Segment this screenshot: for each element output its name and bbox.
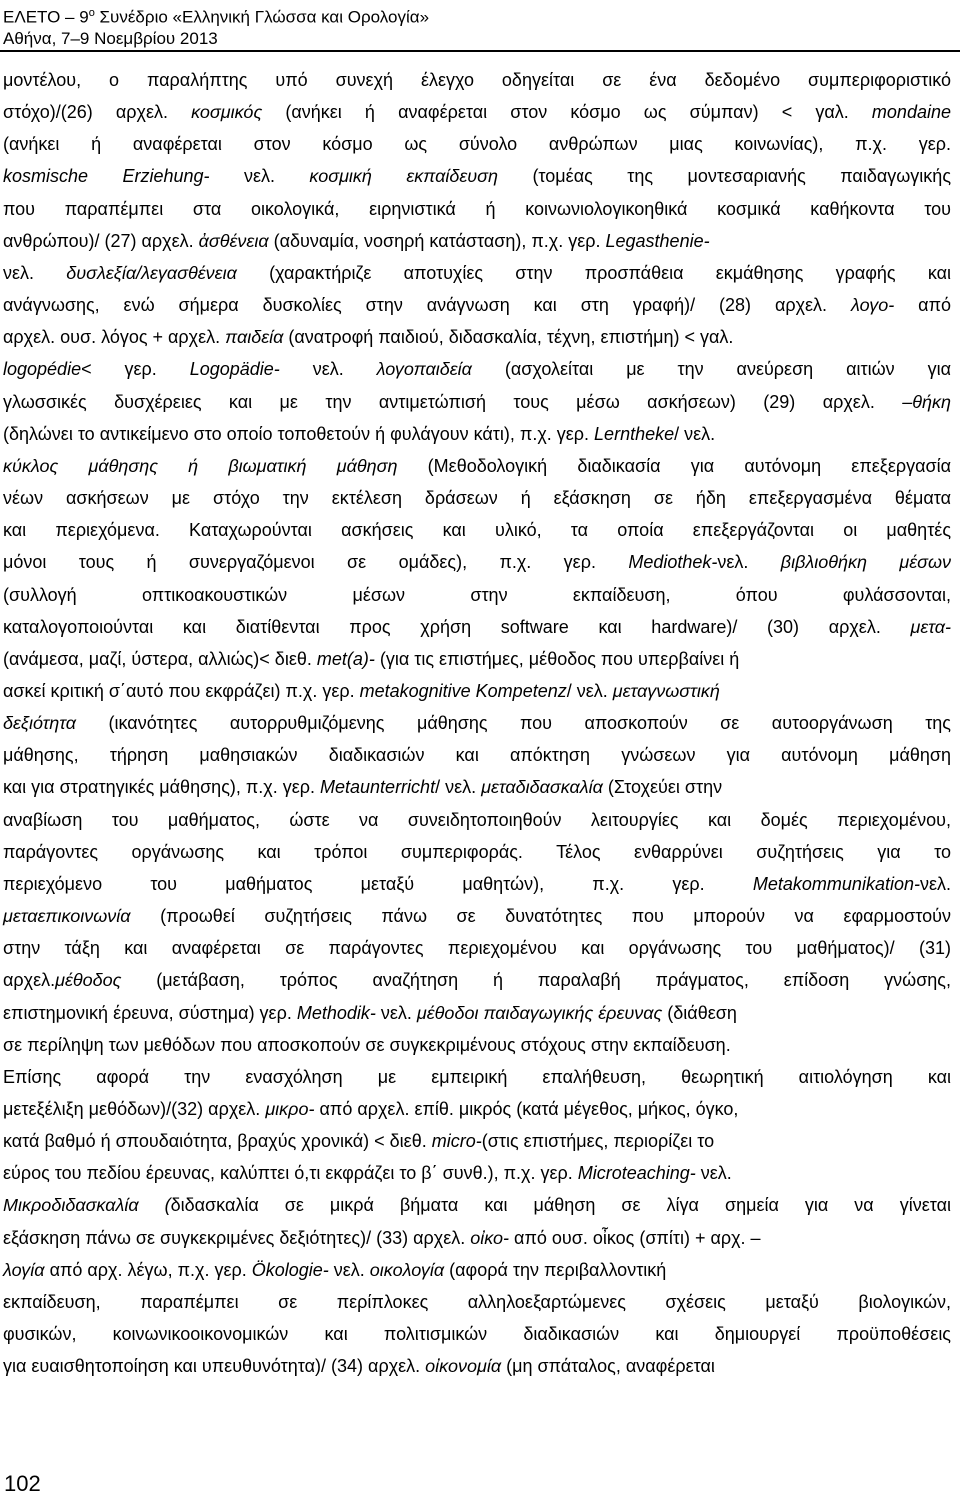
italic-term: metakognitive Kompetenz bbox=[359, 680, 567, 701]
text-segment: νελ. bbox=[209, 166, 310, 187]
text-line bbox=[3, 514, 951, 546]
text-segment: νελ. bbox=[375, 1002, 417, 1023]
text-segment: νέων ασκήσεων με στόχο την εκτέλεση δράσεων ή εξάσκηση σε ήδη επεξεργασμένα θέματα bbox=[3, 488, 951, 509]
italic-term: Metaunterricht bbox=[320, 777, 436, 798]
italic-term: Microteaching- bbox=[577, 1163, 696, 1184]
header-rule bbox=[0, 50, 960, 52]
italic-term: Lerntheke bbox=[594, 423, 675, 444]
text-segment: Επίσης αφορά την ενασχόληση με εμπειρική επαλήθευση, θεωρητική αιτιολόγηση και bbox=[3, 1066, 951, 1087]
text-segment: < γερ. bbox=[81, 359, 190, 380]
italic-term: mondaine bbox=[871, 102, 951, 123]
text-segment: και για στρατηγικές μάθησης), π.χ. γερ. bbox=[3, 777, 321, 798]
text-segment: εκπαίδευση, παραπέμπει σε περίπλοκες αλληλοεξαρτώμενες σχέσεις μεταξύ βιολογικών, bbox=[3, 1291, 951, 1312]
text-segment: αναβίωση του μαθήματος, ώστε να συνειδητοποιηθούν λειτουργίες και δομές περιεχομένου, bbox=[3, 809, 951, 830]
text-line bbox=[3, 643, 951, 675]
italic-term: μεταεπικοινωνία bbox=[3, 906, 131, 927]
italic-term: λογία bbox=[3, 1259, 45, 1280]
text-segment: μετεξέλιξη μεθόδων)/(32) αρχελ. bbox=[3, 1099, 266, 1119]
text-line bbox=[3, 1061, 951, 1093]
text-segment: αρχελ. bbox=[3, 970, 56, 991]
italic-term: δεξιότητα bbox=[3, 713, 77, 734]
text-segment: παράγοντες οργάνωσης και τρόποι συμπεριφοράς. Τέλος ενθαρρύνει συζητήσεις για το bbox=[3, 841, 951, 862]
italic-term: μικρο- bbox=[265, 1099, 315, 1119]
text-line bbox=[3, 804, 951, 836]
text-segment: / νελ. bbox=[566, 680, 613, 701]
text-line bbox=[3, 900, 951, 932]
text-segment: (στις επιστήμες, περιορίζει το bbox=[481, 1131, 715, 1152]
text-segment: (Μεθοδολογική διαδικασία για αυτόνομη επεξεργασία bbox=[397, 455, 952, 476]
italic-term: μεταδιδασκαλία bbox=[481, 777, 603, 798]
text-segment: (χαρακτήριζε αποτυχίες στην προσπάθεια εκμάθησης γραφής και bbox=[236, 262, 952, 283]
italic-term: οἰκονομία bbox=[425, 1356, 502, 1377]
text-segment: στόχο)/(26) αρχελ. bbox=[3, 102, 192, 123]
italic-term: μέθοδος bbox=[55, 970, 122, 991]
text-segment: (συλλογή οπτικοακουστικών μέσων στην εκπαίδευση, όπου φυλάσσονται, bbox=[3, 584, 951, 605]
header-place-date: Αθήνα, 7–9 Νοεμβρίου 2013 bbox=[3, 28, 218, 48]
text-line bbox=[3, 225, 951, 257]
text-line bbox=[3, 1093, 951, 1125]
text-line bbox=[3, 257, 951, 289]
text-line bbox=[3, 128, 951, 160]
text-line bbox=[3, 1318, 951, 1350]
text-line bbox=[3, 193, 951, 225]
text-segment: (ασχολείται με την ανεύρεση αιτιών για bbox=[471, 359, 951, 380]
text-line bbox=[3, 836, 951, 868]
text-segment: (ανήκει ή αναφέρεται στον κόσμο ως σύνολο ανθρώπων μιας κοινωνίας), π.χ. γερ. bbox=[3, 134, 951, 155]
text-segment: στην τάξη και αναφέρεται σε παράγοντες περιεχομένου και οργάνωσης του μαθήματος)/ (31) bbox=[3, 938, 951, 959]
header-text-segment: Συνέδριο «Ελληνική Γλώσσα και Ορολογία» bbox=[94, 7, 430, 27]
italic-term: βιβλιοθήκη μέσων bbox=[780, 552, 951, 573]
italic-term: met(a)- bbox=[316, 648, 375, 669]
text-segment: νελ. bbox=[328, 1259, 370, 1280]
italic-term: μεταγνωστική bbox=[612, 680, 720, 701]
text-line bbox=[3, 611, 951, 643]
text-segment: επιστημονική έρευνα, σύστημα) γερ. bbox=[3, 1002, 297, 1023]
italic-term: micro- bbox=[431, 1131, 482, 1152]
text-segment: νελ. bbox=[717, 552, 781, 573]
text-segment: καταλογοποιούνται και διατίθενται προς χρήση software και hardware)/ (30) αρχελ. bbox=[3, 616, 911, 637]
text-segment: νελ. bbox=[3, 262, 67, 283]
italic-term: κύκλος μάθησης ή βιωματική μάθηση bbox=[3, 455, 398, 476]
text-segment: (μη σπάταλος, αναφέρεται bbox=[501, 1356, 715, 1377]
italic-term: –θήκη bbox=[902, 391, 951, 412]
header-conference-title bbox=[3, 3, 429, 28]
text-line bbox=[3, 1350, 951, 1382]
italic-term: Ökologie- bbox=[251, 1259, 329, 1280]
text-segment: (διάθεση bbox=[662, 1002, 737, 1023]
text-line bbox=[3, 1286, 951, 1318]
text-segment: από ουσ. οἶκος (σπίτι) + αρχ. – bbox=[509, 1227, 761, 1248]
text-line bbox=[3, 1189, 951, 1221]
text-line bbox=[3, 932, 951, 964]
italic-term: λογο- bbox=[850, 295, 895, 316]
text-line bbox=[3, 289, 951, 321]
text-segment: (ανατροφή παιδιού, διδασκαλία, τέχνη, επιστήμη) < γαλ. bbox=[283, 327, 734, 348]
text-segment: (αφορά την περιβαλλοντική bbox=[444, 1259, 667, 1280]
text-segment: / νελ. bbox=[674, 423, 716, 444]
text-line bbox=[3, 1157, 951, 1189]
text-line bbox=[3, 1254, 951, 1286]
italic-term: μέθοδοι παιδαγωγικής έρευνας bbox=[416, 1002, 663, 1023]
italic-term: Methodik- bbox=[296, 1002, 376, 1023]
text-line bbox=[3, 450, 951, 482]
text-line bbox=[3, 64, 951, 96]
italic-term: Legasthenie- bbox=[605, 230, 710, 251]
text-line bbox=[3, 964, 951, 996]
italic-term: kosmische Erziehung- bbox=[3, 166, 210, 187]
text-segment: ανθρώπου)/ (27) αρχελ. bbox=[3, 230, 199, 251]
text-segment: (προωθεί συζητήσεις πάνω σε δυνατότητες που μπορούν να εφαρμοστούν bbox=[130, 906, 951, 927]
italic-term: οἰκο- bbox=[470, 1227, 510, 1248]
text-line bbox=[3, 707, 951, 739]
text-line bbox=[3, 868, 951, 900]
text-line bbox=[3, 739, 951, 771]
text-line bbox=[3, 96, 951, 128]
italic-term: Mediothek- bbox=[628, 552, 718, 573]
text-line bbox=[3, 482, 951, 514]
body-text bbox=[3, 64, 951, 1382]
text-segment: κατά βαθμό ή σπουδαιότητα, βραχύς χρονικά) < διεθ. bbox=[3, 1131, 432, 1152]
text-segment: μάθησης, τήρηση μαθησιακών διαδικασιών και απόκτηση γνώσεων για αυτόνομη μάθηση bbox=[3, 745, 951, 766]
text-segment: (αδυναμία, νοσηρή κατάσταση), π.χ. γερ. bbox=[268, 230, 606, 251]
text-segment: / νελ. bbox=[435, 777, 482, 798]
text-segment: διδασκαλία σε μικρά βήματα και μάθηση σε λίγα σημεία για να γίνεται bbox=[170, 1195, 951, 1216]
italic-term: ἀσθένεια bbox=[198, 230, 269, 251]
text-line bbox=[3, 579, 951, 611]
text-segment: γλωσσικές δυσχέρειες και με την αντιμετώπισή τους μέσω ασκήσεων) (29) αρχελ. bbox=[3, 391, 903, 412]
italic-term: παιδεία bbox=[225, 327, 284, 348]
text-line bbox=[3, 321, 951, 353]
text-segment: (ανάμεσα, μαζί, ύστερα, αλλιώς)< διεθ. bbox=[3, 648, 317, 669]
running-header bbox=[3, 3, 429, 49]
text-segment: νελ. bbox=[279, 359, 377, 380]
text-segment: εξάσκηση πάνω σε συγκεκριμένες δεξιότητες)/ (33) αρχελ. bbox=[3, 1227, 471, 1248]
text-line bbox=[3, 418, 951, 450]
text-line bbox=[3, 771, 951, 803]
italic-term: δυσλεξία/λεγασθένεια bbox=[66, 262, 237, 283]
text-segment: (μετάβαση, τρόπος αναζήτηση ή παραλαβή πράγματος, επίδοση γνώσης, bbox=[121, 970, 951, 991]
text-line bbox=[3, 1222, 951, 1254]
text-segment: μόνοι τους ή συνεργαζόμενοι σε ομάδες), π.χ. γερ. bbox=[3, 552, 629, 573]
text-segment: αρχελ. ουσ. λόγος + αρχελ. bbox=[3, 327, 226, 348]
text-segment: και περιεχόμενα. Καταχωρούνται ασκήσεις και υλικό, τα οποία επεξεργάζονται οι μαθητές bbox=[3, 520, 951, 541]
header-text-segment: ΕΛΕΤΟ – 9 bbox=[3, 7, 89, 27]
text-segment: εύρος του πεδίου έρευνας, καλύπτει ό,τι εκφράζει το β΄ συνθ.), π.χ. γερ. bbox=[3, 1163, 578, 1184]
text-line bbox=[3, 675, 951, 707]
text-line bbox=[3, 1029, 951, 1061]
italic-term: οικολογία bbox=[369, 1259, 445, 1280]
italic-term: logopédie bbox=[3, 359, 82, 380]
italic-term: λογοπαιδεία bbox=[376, 359, 472, 380]
text-segment: που παραπέμπει στα οικολογικά, ειρηνιστικά ή κοινωνιολογικοηθικά κοσμικά καθήκοντα του bbox=[3, 198, 951, 219]
text-segment: νελ. bbox=[695, 1163, 732, 1184]
text-segment: φυσικών, κοινωνικοοικονομικών και πολιτισμικών διαδικασιών και δημιουργεί προϋποθέσεις bbox=[3, 1324, 951, 1345]
text-segment: από bbox=[894, 295, 951, 316]
text-line bbox=[3, 386, 951, 418]
italic-term: κοσμική εκπαίδευση bbox=[309, 166, 498, 187]
text-segment: περιεχόμενο του μαθήματος μεταξύ μαθητών), π.χ. γερ. bbox=[3, 873, 753, 894]
text-segment: ασκεί κριτική σ΄αυτό που εκφράζει) π.χ. γερ. bbox=[3, 680, 360, 701]
text-segment: (τομέας της μοντεσαριανής παιδαγωγικής bbox=[498, 166, 951, 187]
italic-term: Logopädie- bbox=[189, 359, 280, 380]
page-number: 102 bbox=[4, 1471, 41, 1496]
text-line bbox=[3, 353, 951, 385]
text-segment: (ανήκει ή αναφέρεται στον κόσμο ως σύμπαν) < γαλ. bbox=[262, 102, 872, 123]
text-line bbox=[3, 546, 951, 578]
italic-term: Metakommunikation- bbox=[752, 873, 920, 894]
text-segment: (για τις επιστήμες, μέθοδος που υπερβαίνει ή bbox=[374, 648, 740, 669]
text-segment: ανάγνωσης, ενώ σήμερα δυσκολίες στην ανάγνωση και στη γραφή)/ (28) αρχελ. bbox=[3, 295, 851, 316]
italic-term: Μικροδιδασκαλία ( bbox=[3, 1195, 171, 1216]
text-segment: (ικανότητες αυτορρυθμιζόμενης μάθησης που αποσκοπούν σε αυτοοργάνωση της bbox=[76, 713, 951, 734]
text-line bbox=[3, 160, 951, 192]
text-segment: από αρχελ. επίθ. μικρός (κατά μέγεθος, μήκος, όγκο, bbox=[314, 1099, 739, 1119]
text-segment: (Στοχεύει στην bbox=[602, 777, 723, 798]
text-line bbox=[3, 997, 951, 1029]
text-segment: από αρχ. λέγω, π.χ. γερ. bbox=[44, 1259, 252, 1280]
text-line bbox=[3, 1125, 951, 1157]
text-segment: για ευαισθητοποίηση και υπευθυνότητα)/ (34) αρχελ. bbox=[3, 1356, 426, 1377]
text-segment: (δηλώνει το αντικείμενο στο οποίο τοποθετούν ή φυλάγουν κάτι), π.χ. γερ. bbox=[3, 423, 595, 444]
text-segment: νελ. bbox=[919, 873, 951, 894]
header-ordinal-superscript: ο bbox=[88, 7, 95, 19]
text-segment: μοντέλου, ο παραλήπτης υπό συνεχή έλεγχο οδηγείται σε ένα δεδομένο συμπεριφοριστικό bbox=[3, 70, 951, 90]
italic-term: κοσμικός bbox=[191, 102, 263, 123]
text-segment: σε περίληψη των μεθόδων που αποσκοπούν σε συγκεκριμένους στόχους στην εκπαίδευση. bbox=[3, 1034, 731, 1055]
italic-term: μετα- bbox=[910, 616, 952, 637]
